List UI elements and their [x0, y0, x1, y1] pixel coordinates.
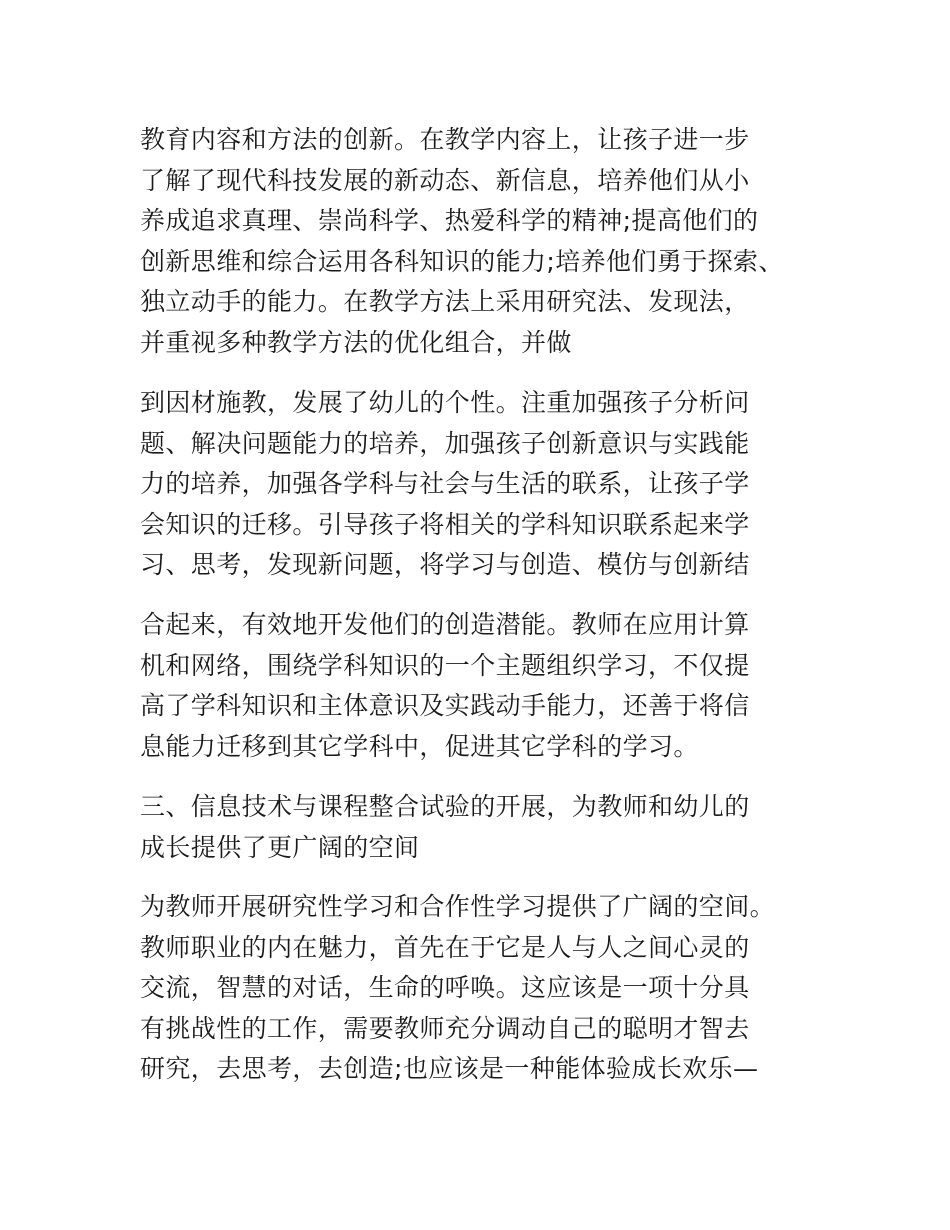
text-line: 习、思考，发现新问题，将学习与创造、模仿与创新结	[140, 550, 750, 579]
text-line: 高了学科知识和主体意识及实践动手能力，还善于将信	[140, 691, 750, 720]
paragraph-creative-potential	[140, 605, 840, 767]
text-line: 创新思维和综合运用各科知识的能力;培养他们勇于探索、	[140, 246, 784, 276]
text-line: 合起来，有效地开发他们的创造潜能。教师在应用计算	[140, 610, 750, 639]
text-line: 了解了现代科技发展的新动态、新信息，培养他们从小	[140, 165, 750, 195]
text-line: 养成追求真理、崇尚科学、热爱科学的精神;提高他们的	[140, 206, 759, 235]
text-line: 教育内容和方法的创新。在教学内容上，让孩子进一步	[140, 125, 750, 154]
paragraph-innovation	[140, 120, 840, 363]
text-line: 息能力迁移到其它学科中，促进其它学科的学习。	[140, 731, 699, 761]
section-heading-three	[140, 787, 840, 868]
text-line: 教师职业的内在魅力，首先在于它是人与人之间心灵的	[140, 932, 750, 962]
text-line: 并重视多种教学方法的优化组合，并做	[140, 327, 572, 357]
text-line: 力的培养，加强各学科与社会与生活的联系，让孩子学	[140, 469, 750, 498]
text-line: 到因材施教，发展了幼儿的个性。注重加强孩子分析问	[140, 388, 750, 417]
text-line: 研究，去思考，去创造;也应该是一种能体验成长欢乐—	[140, 1054, 759, 1083]
heading-line: 三、信息技术与课程整合试验的开展，为教师和幼儿的	[140, 792, 750, 821]
text-line: 会知识的迁移。引导孩子将相关的学科知识联系起来学	[140, 509, 750, 539]
text-line: 机和网络，围绕学科知识的一个主题组织学习，不仅提	[140, 650, 750, 680]
text-line: 独立动手的能力。在教学方法上采用研究法、发现法，	[140, 287, 750, 316]
text-line: 交流，智慧的对话，生命的呼唤。这应该是一项十分具	[140, 973, 750, 1002]
text-line: 有挑战性的工作，需要教师充分调动自己的聪明才智去	[140, 1013, 750, 1043]
heading-line: 成长提供了更广阔的空间	[140, 832, 420, 862]
text-line: 题、解决问题能力的培养，加强孩子创新意识与实践能	[140, 428, 750, 458]
text-line: 为教师开展研究性学习和合作性学习提供了广阔的空间。	[140, 892, 776, 921]
paragraph-teacher-research	[140, 887, 840, 1090]
paragraph-individualized-teaching	[140, 383, 840, 586]
